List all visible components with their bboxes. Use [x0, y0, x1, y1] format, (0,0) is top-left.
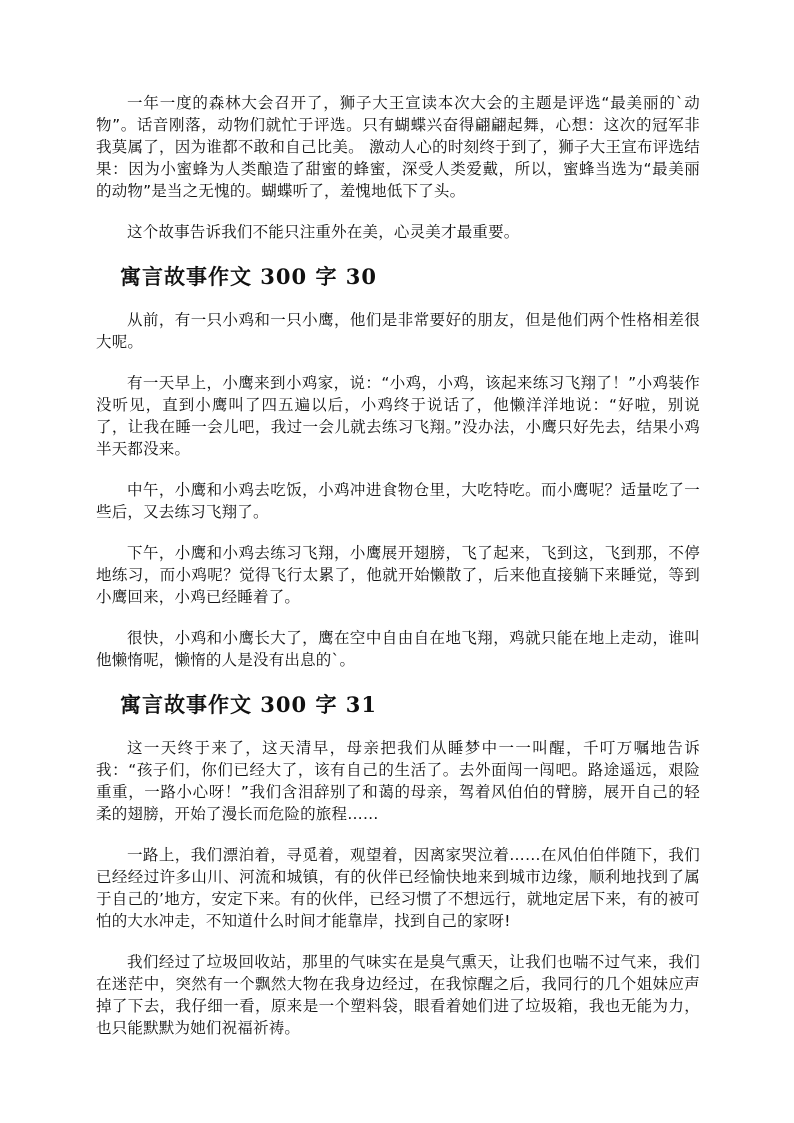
section-heading: 寓言故事作文 300 字 30 [120, 264, 377, 289]
paragraph: 很快，小鸡和小鹰长大了，鹰在空中自由自在地飞翔，鸡就只能在地上走动，谁叫他懒惰呢，懒惰的人是没有出息的`。 [96, 629, 700, 669]
paragraph: 一路上，我们漂泊着，寻觅着，观望着，因离家哭泣着……在风伯伯伴随下，我们已经经过许多山川、河流和城镇，有的伙伴已经愉快地来到城市边缘，顺利地找到了属于自己的’地方，安定下来。有的伙伴，已经习惯了不想远行，就地定居下来，有的被可怕的大水冲走，不知道什么时间才能靠岸，找到自己的家呀! [96, 846, 700, 930]
paragraph: 这个故事告诉我们不能只注重外在美，心灵美才最重要。 [127, 223, 520, 241]
paragraph: 这一天终于来了，这天清早，母亲把我们从睡梦中一一叫醒，千叮万嘱地告诉我：“孩子们，你们已经大了，该有自己的生活了。去外面闯一闯吧。路途遥远，艰险重重，一路小心呀！”我们含泪辞别了和蔼的母亲，驾着风伯伯的臂膀，展开自己的轻柔的翅膀，开始了漫长而危险的旅程…… [96, 739, 700, 823]
document-page [96, 92, 700, 1058]
paragraph: 从前，有一只小鸡和一只小鹰，他们是非常要好的朋友，但是他们两个性格相差很大呢。 [96, 311, 700, 351]
paragraph: 下午，小鹰和小鸡去练习飞翔，小鹰展开翅膀，飞了起来，飞到这，飞到那，不停地练习，而小鸡呢？觉得飞行太累了，他就开始懒散了，后来他直接躺下来睡觉，等到小鹰回来，小鸡已经睡着了。 [96, 544, 700, 606]
paragraph: 中午，小鹰和小鸡去吃饭，小鸡冲进食物仓里，大吃特吃。而小鹰呢？适量吃了一些后，又去练习飞翔了。 [96, 481, 700, 521]
paragraph: 我们经过了垃圾回收站，那里的气味实在是臭气熏天，让我们也喘不过气来，我们在迷茫中，突然有一个飘然大物在我身边经过，在我惊醒之后，我同行的几个姐妹应声掉了下去，我仔细一看，原来是一个塑料袋，眼看着她们进了垃圾箱，我也无能为力，也只能默默为她们祝福祈祷。 [96, 953, 700, 1037]
section-heading: 寓言故事作文 300 字 31 [120, 692, 377, 717]
paragraph: 有一天早上，小鹰来到小鸡家，说：“小鸡，小鸡，该起来练习飞翔了！”小鸡装作没听见，直到小鹰叫了四五遍以后，小鸡终于说话了，他懒洋洋地说：“好啦，别说了，让我在睡一会儿吧，我过一会儿就去练习飞翔。”没办法，小鹰只好先去，结果小鸡半天都没来。 [96, 374, 700, 458]
paragraph: 一年一度的森林大会召开了，狮子大王宣读本次大会的主题是评选“最美丽的`动物”。话音刚落，动物们就忙于评选。只有蝴蝶兴奋得翩翩起舞，心想：这次的冠军非我莫属了，因为谁都不敢和自己比美。 激动人心的时刻终于到了，狮子大王宣布评选结果：因为小蜜蜂为人类酿造了甜蜜的蜂蜜，深受人类爱戴，所以，蜜蜂当选为“最美丽的动物”是当之无愧的。蝴蝶听了，羞愧地低下了头。 [96, 94, 700, 200]
